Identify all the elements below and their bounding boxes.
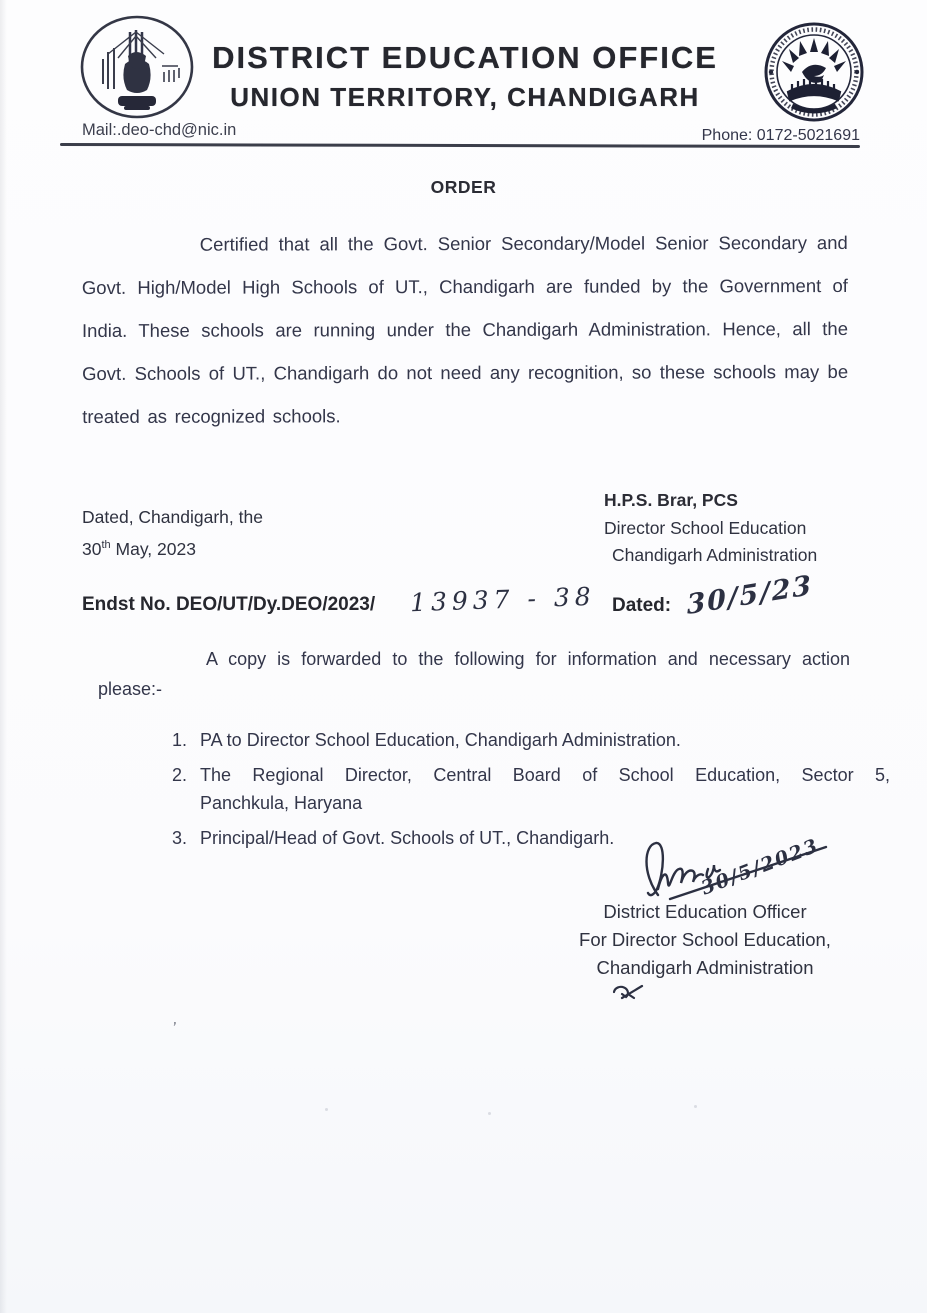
list-item	[172, 726, 890, 754]
initials-mark	[608, 978, 656, 1006]
scan-dot	[694, 1105, 697, 1108]
office-subtitle: UNION TERRITORY, CHANDIGARH	[230, 82, 700, 112]
dateline-date: 30th May, 2023	[82, 538, 196, 559]
list-item-number: 1.	[172, 730, 188, 750]
order-heading: ORDER	[430, 177, 497, 197]
scan-speck: ’	[170, 1019, 178, 1038]
office-title: DISTRICT EDUCATION OFFICE	[212, 40, 718, 75]
signatory-name: H.P.S. Brar, PCS	[604, 490, 738, 510]
list-item-text: Panchkula, Haryana	[200, 793, 363, 813]
signature-date-handwritten: 30/5/2023	[698, 834, 823, 900]
forwarding-note: A copy is forwarded to the following for information and necessary action please:-	[98, 649, 850, 699]
education-department-seal-icon	[762, 20, 866, 126]
list-item-text: The Regional Director, Central Board of School Education, Sector 5,	[200, 765, 890, 785]
list-item-text: PA to Director School Education, Chandigarh Administration.	[200, 730, 681, 750]
list-item-text: Principal/Head of Govt. Schools of UT., Chandigarh.	[200, 828, 615, 848]
order-body-paragraph: Certified that all the Govt. Senior Secondary/Model Senior Secondary and Govt. High/Model High Schools of UT., Chandigarh are funded by the Government of India. These schools are running under the Chandigarh Administration. Hence, all the Govt. Schools of UT., Chandigarh do not need any recognition, so these schools may be treated as recognized schools.	[81, 231, 849, 428]
district-office-emblem-icon	[78, 14, 196, 124]
signatory-block	[604, 487, 817, 570]
signatory-organization: Chandigarh Administration	[612, 545, 818, 565]
endorsement-date-handwritten: 30/5/23	[685, 569, 814, 622]
dateline	[82, 503, 263, 563]
scan-dot	[488, 1112, 491, 1115]
list-item-number: 3.	[172, 828, 188, 848]
footer-for-line: For Director School Education,	[579, 929, 831, 950]
mail-address: Mail:.deo-chd@nic.in	[82, 121, 237, 139]
dateline-place: Dated, Chandigarh, the	[82, 507, 263, 527]
footer-organization: Chandigarh Administration	[596, 957, 814, 978]
list-item-number: 2.	[172, 765, 188, 785]
footer-designation: District Education Officer	[603, 901, 807, 922]
endorsement-dated-label: Dated:	[612, 595, 672, 616]
signatory-designation: Director School Education	[604, 517, 807, 538]
phone-number: Phone: 0172-5021691	[701, 127, 860, 144]
scan-dot	[325, 1108, 328, 1111]
footer-signatory-block	[540, 898, 870, 982]
endorsement-number-handwritten: 13937 - 38	[409, 581, 597, 618]
list-item	[172, 761, 890, 817]
endorsement-number-label: Endst No. DEO/UT/Dy.DEO/2023/	[82, 594, 376, 615]
